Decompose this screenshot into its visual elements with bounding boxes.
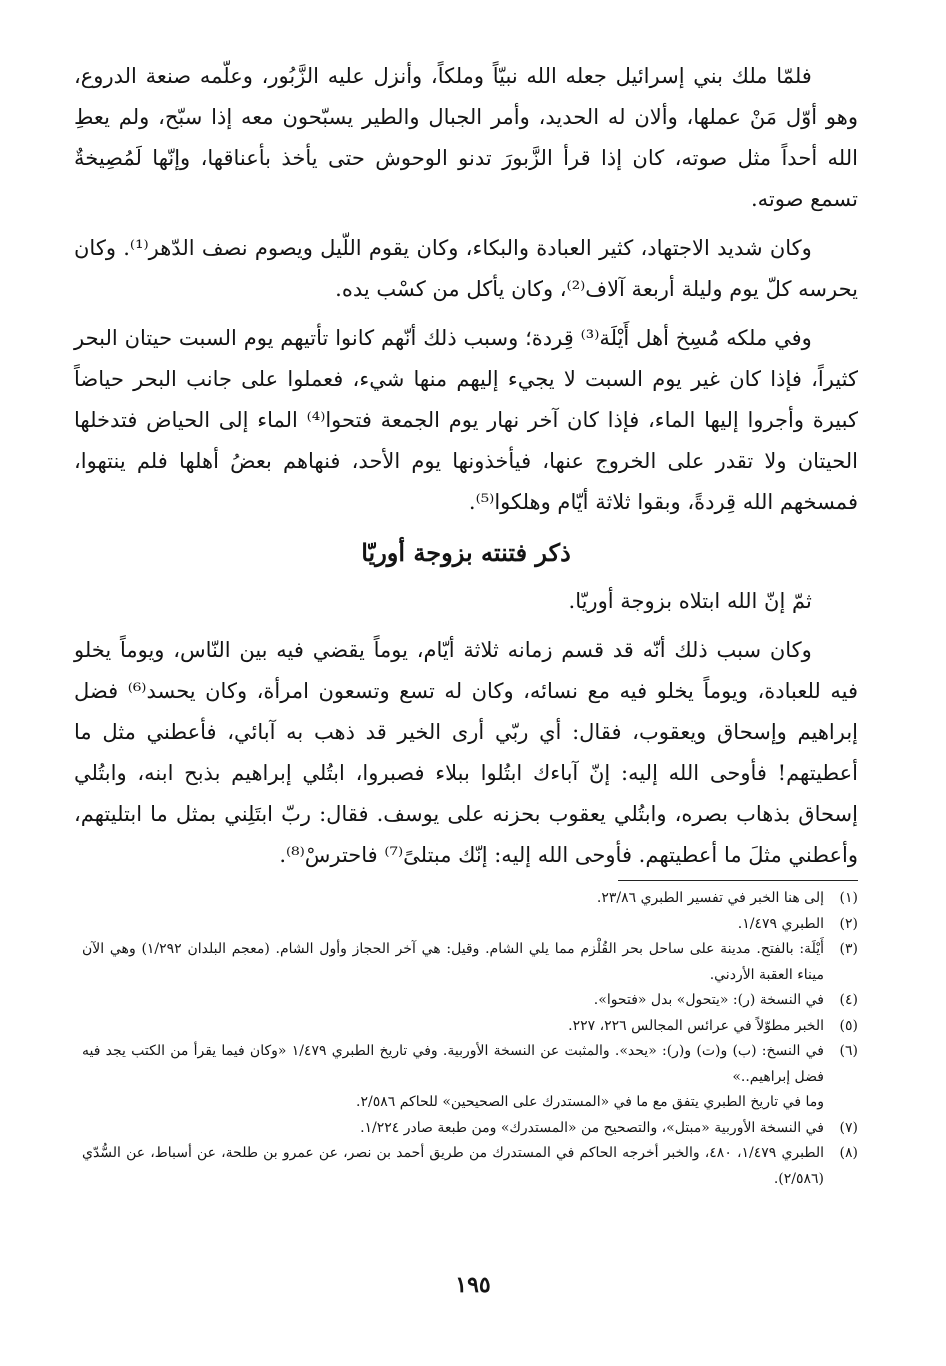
main-text: [74, 56, 858, 876]
footnote-text: أَيْلَة: بالفتح. مدينة على ساحل بحر القُلْزم مما يلي الشام. وقيل: هي آخر الحجاز وأول الشام. (معجم البلدان ١/٢٩٢) وهي الآن ميناء العقبة الأردني.: [82, 941, 824, 983]
paragraph-david-worship: وكان شديد الاجتهاد، كثير العبادة والبكاء، وكان يقوم اللّيل ويصوم نصف الدّهر⁽¹⁾. وكان يحرسه كلّ يوم وليلة أربعة آلاف⁽²⁾، وكان يأكل من كسْب يده.: [74, 236, 858, 301]
paragraph-people-of-ayla: وفي ملكه مُسِخ أهل أَيْلَة⁽³⁾ قِردة؛ وسبب ذلك أنّهم كانوا تأتيهم يوم السبت حيتان البحر كثيراً، فإذا كان غير يوم السبت لا يجيء إليهم منها شيء، فعملوا على جانب البحر حياضاً كبيرة وأجروا إليها الماء، فإذا كان آخر نهار يوم الجمعة فتحوا⁽⁴⁾ الماء إلى الحياض فتدخلها الحيتان ولا تقدر على الخروج عنها، فيأخذونها يوم الأحد، فنهاهم بعضُ أهلها فلم ينتهوا، فمسخهم الله قِردةً، وبقوا ثلاثة أيّام وهلكوا⁽⁵⁾.: [74, 326, 858, 514]
footnote-number: (٧): [839, 1119, 858, 1136]
footnote-number: (١): [839, 890, 858, 906]
footnote-number: (٢): [839, 915, 858, 932]
footnote-text: إلى هنا الخبر في تفسير الطبري ٢٣/٨٦.: [596, 890, 824, 906]
page-number: ١٩٥: [455, 1272, 491, 1298]
footnote-number: (٣): [839, 941, 858, 957]
footnote-text: في النسخة الأوربية «مبتل»، والتصحيح من «المستدرك» ومن طبعة صادر ١/٢٢٤.: [360, 1119, 824, 1136]
footnote-3: [82, 937, 858, 988]
footnote-6: [82, 1039, 858, 1090]
footnote-text: الطبري ١/٤٧٩.: [737, 915, 824, 932]
footnote-divider: [618, 880, 858, 881]
footnote-8: [82, 1141, 858, 1192]
footnote-number: (٦): [839, 1043, 858, 1059]
footnote-text: في النسخة (ر): «يتحول» بدل «فتحوا».: [593, 992, 824, 1008]
footnotes: [82, 886, 858, 1192]
footnote-number: (٤): [839, 992, 858, 1008]
section-heading: ذكر فتنته بزوجة أوريّا: [361, 538, 571, 567]
footnote-1: [82, 886, 858, 912]
footnote-7: [82, 1116, 858, 1142]
footnote-5: [82, 1014, 858, 1040]
footnote-number: (٥): [839, 1017, 858, 1034]
footnote-text: في النسخ: (ب) و(ت) و(ر): «يحد». والمثبت عن النسخة الأوربية. وفي تاريخ الطبري ١/٤٧٩ «وكان فيما يقرأ من الكتب يجد فيه فضل إبراهيم..»: [82, 1043, 824, 1085]
footnote-number: (٨): [839, 1145, 858, 1161]
footnote-4: [82, 988, 858, 1014]
footnote-2: [82, 912, 858, 938]
footnote-6-continuation: وما في تاريخ الطبري يتفق مع ما في «المستدرك على الصحيحين» للحاكم ٢/٥٨٦.: [356, 1094, 824, 1110]
footnote-text: الخبر مطوّلاً في عرائس المجالس ٢٢٦، ٢٢٧.: [568, 1017, 824, 1034]
paragraph-trial-intro: ثمّ إنّ الله ابتلاه بزوجة أوريّا.: [568, 589, 812, 613]
footnote-text: الطبري ١/٤٧٩، ٤٨٠، والخبر أخرجه الحاكم في المستدرك من طريق أحمد بن نصر، عن عمرو بن طلحة، عن أسباط، عن السُّدّي (٢/٥٨٦).: [82, 1145, 825, 1187]
paragraph-david-kingship: فلمّا ملك بني إسرائيل جعله الله نبيّاً وملكاً، وأنزل عليه الزَّبُور، وعلّمه صنعة الدروع، وهو أوّل مَنْ عملها، وألان له الحديد، وأمر الجبال والطير يسبّحون معه إذا سبّح، ولم يعطِ الله أحداً مثل صوته، كان إذا قرأ الزَّبورَ تدنو الوحوش حتى يأخذ بأعناقها، وإنّها لَمُصِيخةٌ تسمع صوته.: [74, 64, 858, 211]
paragraph-trial-cause: وكان سبب ذلك أنّه قد قسم زمانه ثلاثة أيّام، يوماً يقضي فيه بين النّاس، ويوماً يخلو فيه للعبادة، ويوماً يخلو فيه مع نسائه، وكان له تسع وتسعون امرأة، وكان يحسد⁽⁶⁾ فضل إبراهيم وإسحاق ويعقوب، فقال: أي ربّي أرى الخير قد ذهب به آبائي، فأعطني مثل ما أعطيتهم! فأوحى الله إليه: إنّ آباءك ابتُلوا ببلاء فصبروا، ابتُلي إبراهيم بذبح ابنه، وابتُلي إسحاق بذهاب بصره، وابتُلي يعقوب بحزنه على يوسف. فقال: ربّ ابتَلِني بمثل ما ابتليتهم، وأعطني مثلَ ما أعطيتهم. فأوحى الله إليه: إنّك مبتلىً⁽⁷⁾ فاحترسْ⁽⁸⁾.: [74, 638, 858, 867]
